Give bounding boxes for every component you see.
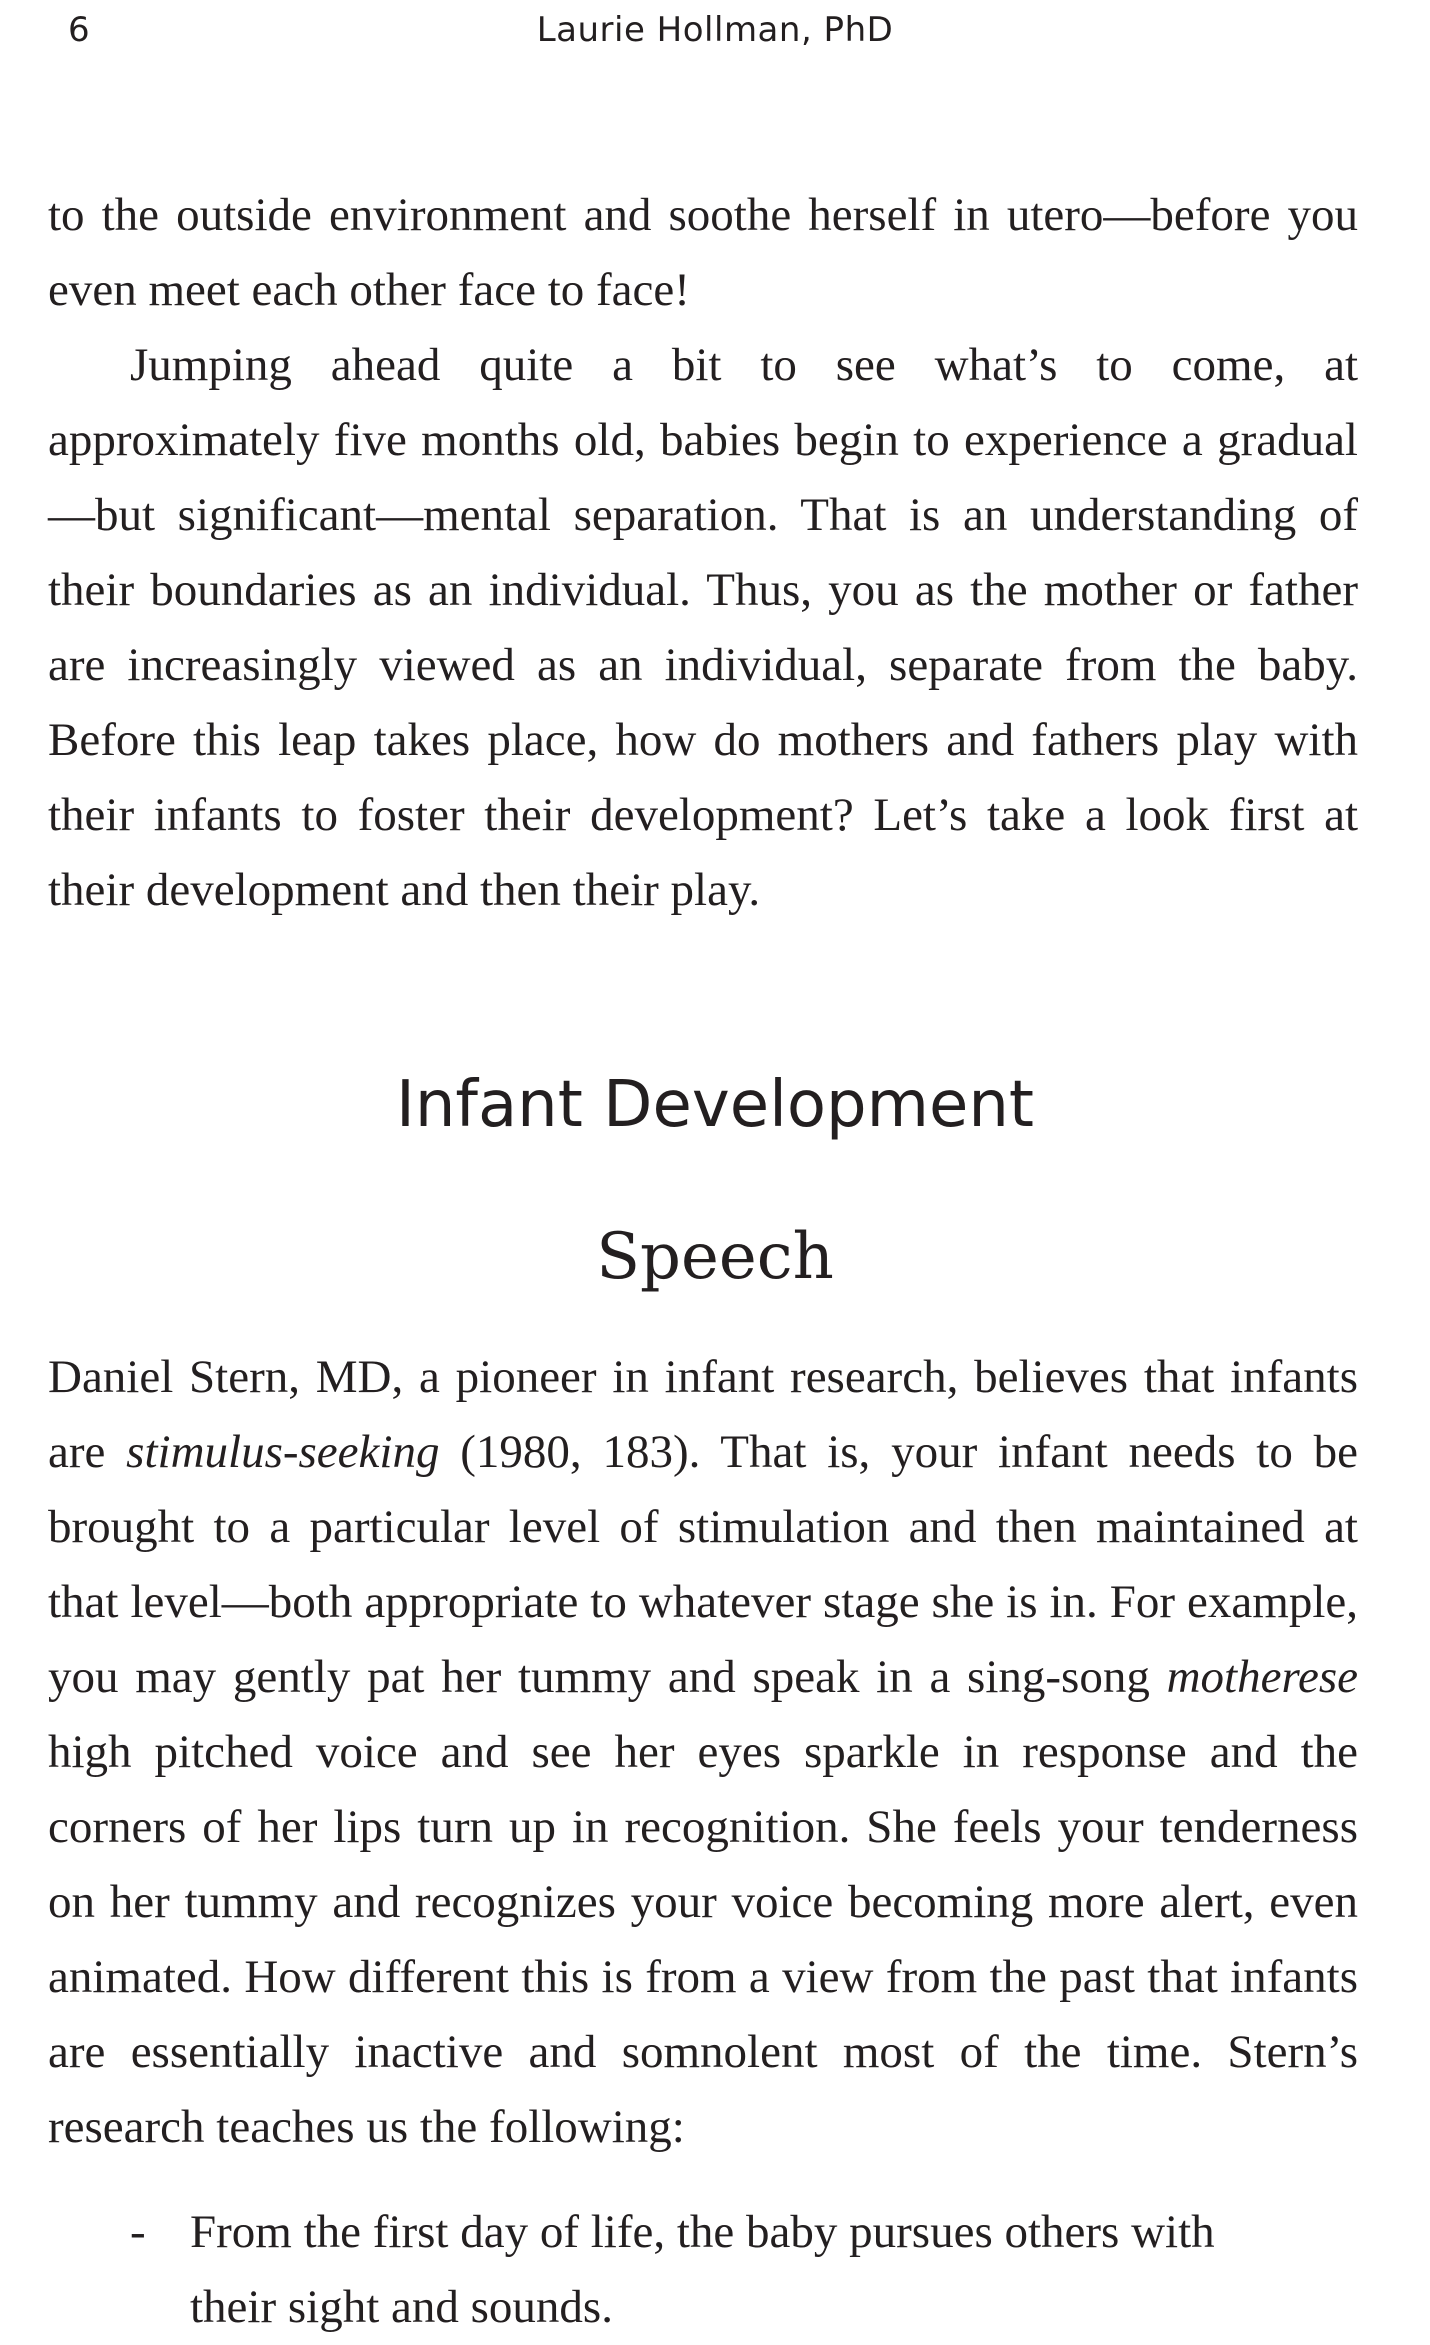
- paragraph-stern-part-c: high pitched voice and see her eyes sparkle in response and the corners of her lips turn up in recognition. She feels your tenderness on her tummy and recognizes your voice becoming more alert, even animated. How different this is from a view from the past that infants are essentially inactive and somnolent most of the time. Stern’s research teaches us the following:: [48, 1726, 1358, 2153]
- paragraph-continuation: to the outside environment and soothe herself in utero—before you even meet each other face to face!: [48, 189, 1358, 316]
- list-item-text: From the first day of life, the baby pursues others with their sight and sounds.: [190, 2206, 1215, 2333]
- paragraph-stern: [48, 1340, 1358, 2165]
- dash-bullet-icon: -: [130, 2206, 146, 2258]
- running-head-author: Laurie Hollman, PhD: [536, 10, 894, 50]
- page-number: 6: [68, 10, 90, 50]
- paragraph-separation: Jumping ahead quite a bit to see what’s to come, at approximately five months old, babies begin to experience a gradual—but significant—mental separation. That is an understanding of their boundaries as an individual. Thus, you as the mother or father are increasingly viewed as an individual, separate from the baby. Before this leap takes place, how do mothers and fathers play with their infants to foster their development? Let’s take a look first at their development and then their play.: [48, 339, 1358, 916]
- paragraph-stern-part-a: Daniel Stern, MD, a pioneer in infant research, believes that infants are: [48, 1351, 1358, 1478]
- term-motherese: motherese: [1166, 1651, 1358, 1703]
- list-item: [48, 2195, 1358, 2345]
- subsection-heading: Speech: [596, 1220, 834, 1294]
- term-stimulus-seeking: stimulus-seeking: [126, 1426, 440, 1478]
- paragraph-stern-part-b: (1980, 183). That is, your infant needs to be brought to a particular level of stimulation and then maintained at that level—both appropriate to whatever stage she is in. For example, you may gently pat her tummy and speak in a sing-song: [48, 1426, 1358, 1703]
- running-head: [0, 10, 1430, 60]
- section-heading: Infant Development: [395, 1068, 1035, 1142]
- research-findings-list: [48, 2195, 1358, 2345]
